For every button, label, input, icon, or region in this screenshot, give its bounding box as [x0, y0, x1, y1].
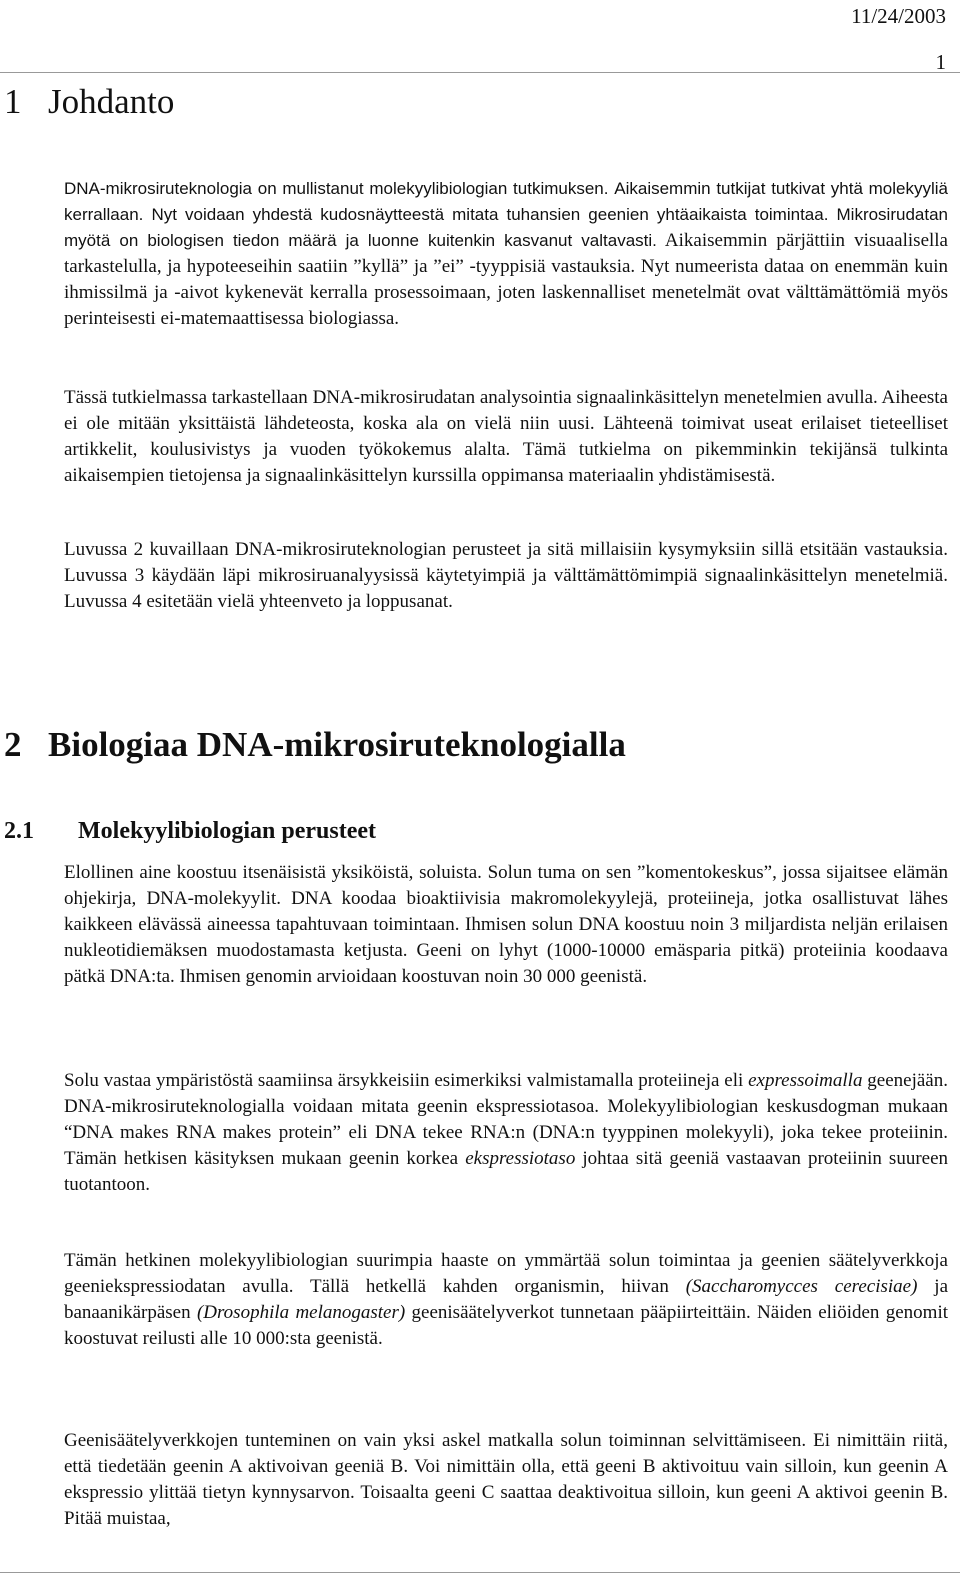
- p2-text-b: geenejään. DNA-mikrosiruteknologialla voidaan mitata geenin ekspressiotasoa. Molekyylibiologian keskusdogman mukaan “DNA makes RNA makes protein” eli DNA tekee RNA:n (DNA:n tyyppinen molekyyli), joka tekee proteiinin. Tämän hetkisen käsityksen mukaan geenin korkea: [64, 1070, 948, 1169]
- section-2-1-paragraph-3: [64, 1248, 948, 1352]
- section-2-1-heading: [4, 818, 376, 845]
- p3-emphasis-yeast: (Saccharomycces cerecisiae): [685, 1276, 918, 1297]
- chapter-1-title: Johdanto: [48, 82, 175, 121]
- p3-text-c: geenisäätelyverkot tunnetaan pääpiirteittäin. Näiden eliöiden genomit koostuvat reilusti alle 10 000:sta geenistä.: [64, 1302, 949, 1349]
- chapter-2-title: Biologiaa DNA-mikrosiruteknologialla: [48, 725, 626, 764]
- section-2-1-paragraph-2: [64, 1068, 948, 1198]
- section-2-1-paragraph-1: Elollinen aine koostuu itsenäisistä yksiköistä, soluista. Solun tuma on sen ”komentokeskus”, jossa sijaitsee elämän ohjekirja, DNA-molekyylit. DNA koodaa bioaktiivisia makromolekyylejä, proteiineja, jotka osallistuvat lähes kaikkeen elävässä aineessa tapahtuvaan toimintaan. Ihmisen solun DNA koostuu noin 3 miljardista neljän erilaisen nukleotidiemäksen muodostamasta ketjusta. Geeni on lyhyt (1000-10000 emäsparia pitkä) proteiinia koodaava pätkä DNA:ta. Ihmisen genomin arvioidaan koostuvan noin 30 000 geenistä.: [64, 862, 948, 987]
- chapter-2-heading: [4, 725, 626, 765]
- section-2-1-paragraph-4: Geenisäätelyverkkojen tunteminen on vain yksi askel matkalla solun toiminnan selvittämiseen. Ei nimittäin riitä, että tiedetään geenin A aktivoivan geeniä B. Voi nimittäin olla, että geeni B aktivoituu vain silloin, kun geenin A ekspressio ylittää tietyn kynnysarvon. Toisaalta geeni C saattaa deaktivoitua silloin, kun geeni A aktivoi geenin B. Pitää muistaa,: [64, 1430, 948, 1529]
- p2-text-a: Solu vastaa ympäristöstä saamiinsa ärsykkeisiin esimerkiksi valmistamalla proteiineja eli: [64, 1070, 744, 1091]
- page-number: 1: [935, 50, 946, 74]
- header-date: 11/24/2003: [851, 4, 946, 28]
- chapter-2-number: 2: [4, 725, 22, 764]
- p1-sans-part-a: DNA-mikrosiruteknologia on mullistanut molekyylibiologian tutkimuksen.: [64, 179, 609, 198]
- section-2-1-title: Molekyylibiologian perusteet: [78, 818, 376, 844]
- chapter-1-paragraph-2: Tässä tutkielmassa tarkastellaan DNA-mikrosirudatan analysointia signaalinkäsittelyn menetelmien avulla. Aiheesta ei ole mitään yksittäistä lähdeteosta, koska ala on vielä niin uusi. Lähteenä toimivat useat erilaiset tieteelliset artikkelit, koulusivistys ja vuoden työkokemus alalta. Tämä tutkielma on pikemminkin tekijänsä tulkinta aikaisempien tietojensa ja signaalinkäsittelyn kurssilla oppimansa materiaalin yhdistämisestä.: [64, 387, 948, 486]
- p3-text-b: ja banaanikärpäsen: [64, 1276, 949, 1323]
- p3-text-a: Tämän hetkinen molekyylibiologian suurimpia haaste on ymmärtää solun toimintaa ja geenien säätelyverkkoja geeniekspressiodatan avulla. Tällä hetkellä kahden organismin, hiivan: [64, 1250, 948, 1297]
- p1-serif-part: Aikaisemmin pärjättiin visuaalisella tarkastelulla, ja hypoteeseihin saatiin ”kyllä” ja ”ei” -tyyppisiä vastauksia. Nyt numeerista dataa on enemmän kuin ihmissilmä ja -aivot kykenevät kerralla prosessoimaan, joten laskennalliset menetelmät ovat välttämättömiä myös perinteisesti ei-matemaattisessa biologiassa.: [64, 230, 948, 329]
- p1-sans-part-b: Aikaisemmin tutkijat tutkivat yhtä molekyyliä kerrallaan. Nyt voidaan yhdestä kudosnäytteestä mitata tuhansien geenien yhtäaikaista toimintaa. Mikrosirudatan myötä on biologisen tiedon määrä ja luonne kuitenkin kasvanut valtavasti.: [64, 179, 949, 250]
- p3-emphasis-fruit-fly: (Drosophila melanogaster): [196, 1302, 406, 1323]
- p2-text-c: johtaa sitä geeniä vastaavan proteiinin suureen tuotantoon.: [64, 1148, 949, 1195]
- p2-emphasis-expressoimalla: expressoimalla: [748, 1070, 863, 1091]
- chapter-1-number: 1: [4, 82, 22, 121]
- chapter-1-paragraph-3: Luvussa 2 kuvaillaan DNA-mikrosiruteknologian perusteet ja sitä millaisiin kysymyksiin sillä etsitään vastauksia. Luvussa 3 käydään läpi mikrosiruanalyysissä käytetyimpiä ja välttämättömimpiä signaalinkäsittelyn menetelmiä. Luvussa 4 esitetään vielä yhteenveto ja loppusanat.: [64, 539, 948, 612]
- section-2-1-number: 2.1: [4, 818, 34, 844]
- chapter-1-heading: [4, 82, 174, 122]
- header-rule: [0, 72, 960, 73]
- footer-rule: [0, 1572, 960, 1573]
- p2-emphasis-ekspressiotaso: ekspressiotaso: [465, 1148, 576, 1169]
- chapter-1-paragraph-1: [64, 176, 948, 332]
